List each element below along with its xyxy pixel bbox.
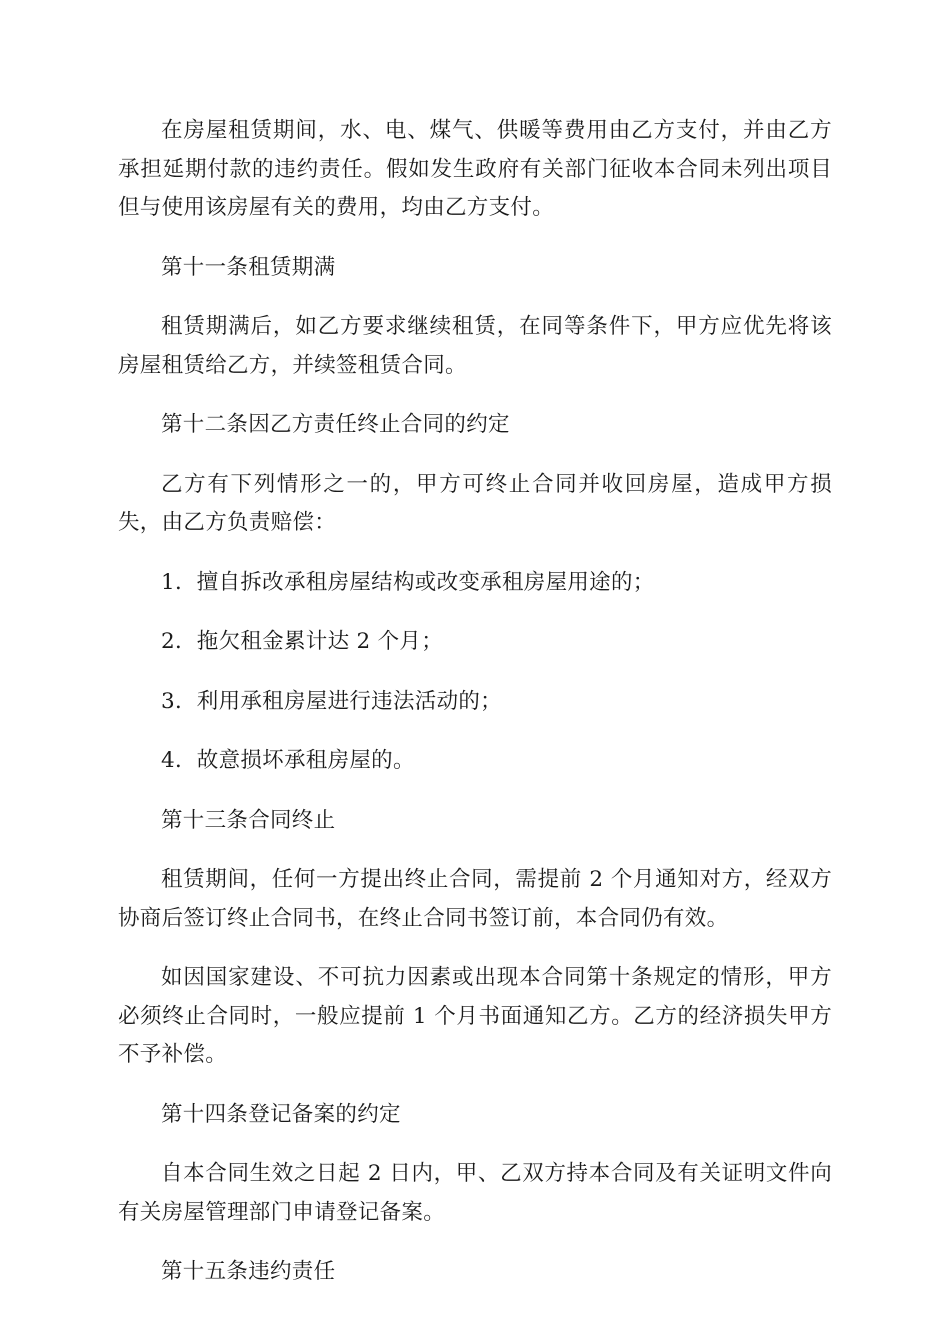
list-item-4: 4．故意损坏承租房屋的。 [161,748,415,773]
list-item-2: 2．拖欠租金累计达 2 个月； [161,629,444,654]
article-13-heading: 第十三条合同终止 [161,807,336,833]
paragraph-termination-conditions: 乙方有下列情形之一的，甲方可终止合同并收回房屋，造成甲方损失，由乙方负责赔偿： [118,471,832,535]
list-item-3: 3．利用承租房屋进行违法活动的； [161,688,502,714]
article-14-heading: 第十四条登记备案的约定 [161,1101,401,1127]
paragraph-termination-notice: 租赁期间，任何一方提出终止合同，需提前 2 个月通知对方，经双方协商后签订终止合同书，在终止合同书签订前，本合同仍有效。 [118,867,832,931]
paragraph-registration: 自本合同生效之日起 2 日内，甲、乙双方持本合同及有关证明文件向有关房屋管理部门申请登记备案。 [118,1161,832,1225]
paragraph-utilities-costs: 在房屋租赁期间，水、电、煤气、供暖等费用由乙方支付，并由乙方承担延期付款的违约责任。假如发生政府有关部门征收本合同未列出项目但与使用该房屋有关的费用，均由乙方支付。 [118,118,832,220]
paragraph-lease-renewal: 租赁期满后，如乙方要求继续租赁，在同等条件下，甲方应优先将该房屋租赁给乙方，并续签租赁合同。 [118,314,832,378]
article-15-heading: 第十五条违约责任 [161,1259,336,1284]
article-12-heading: 第十二条因乙方责任终止合同的约定 [161,412,510,437]
paragraph-force-majeure: 如因国家建设、不可抗力因素或出现本合同第十条规定的情形，甲方必须终止合同时，一般应提前 1 个月书面通知乙方。乙方的经济损失甲方不予补偿。 [118,965,832,1067]
list-item-1: 1．擅自拆改承租房屋结构或改变承租房屋用途的； [161,569,655,595]
article-11-heading: 第十一条租赁期满 [161,254,336,280]
